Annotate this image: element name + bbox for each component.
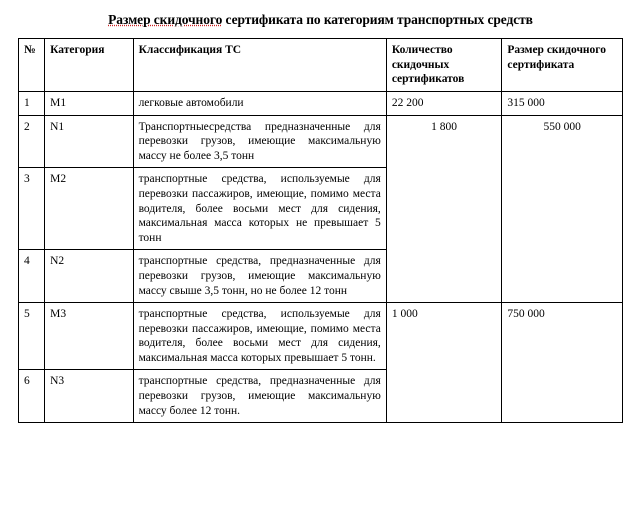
cell-number: 5 xyxy=(19,303,45,370)
cell-number: 6 xyxy=(19,370,45,423)
cell-number: 1 xyxy=(19,91,45,115)
page-title xyxy=(18,12,623,28)
table-row xyxy=(19,303,623,370)
cell-category: M2 xyxy=(45,168,133,250)
page-title-rest: сертификата по категориям транспортных средств xyxy=(222,12,533,27)
cell-quantity-merged: 1 000 xyxy=(386,303,502,423)
cell-classification: Транспортныесредства предназначенные для перевозки грузов, имеющие максимальную массу не более 3,5 тонн xyxy=(133,115,386,168)
table-header-row xyxy=(19,39,623,92)
discount-certificate-table xyxy=(18,38,623,423)
table-row xyxy=(19,115,623,168)
cell-size: 315 000 xyxy=(502,91,623,115)
column-header-classification: Классификация ТС xyxy=(133,39,386,92)
column-header-size: Размер скидочного сертификата xyxy=(502,39,623,92)
cell-number: 4 xyxy=(19,250,45,303)
cell-category: M1 xyxy=(45,91,133,115)
page-title-underlined-part: Размер скидочного xyxy=(108,12,223,27)
cell-classification: транспортные средства, используемые для перевозки пассажиров, имеющие, помимо места водителя, более восьми мест для сидения, максимальная масса которых не превышает 5 тонн xyxy=(133,168,386,250)
cell-quantity: 22 200 xyxy=(386,91,502,115)
column-header-category: Категория xyxy=(45,39,133,92)
cell-classification: транспортные средства, предназначенные для перевозки грузов, имеющие максимальную массу свыше 3,5 тонн, но не более 12 тонн xyxy=(133,250,386,303)
cell-category: N3 xyxy=(45,370,133,423)
column-header-number: № xyxy=(19,39,45,92)
cell-category: N2 xyxy=(45,250,133,303)
cell-classification: легковые автомобили xyxy=(133,91,386,115)
cell-number: 3 xyxy=(19,168,45,250)
cell-classification: транспортные средства, предназначенные для перевозки грузов, имеющие максимальную массу более 12 тонн. xyxy=(133,370,386,423)
table-row xyxy=(19,91,623,115)
cell-category: N1 xyxy=(45,115,133,168)
document-page xyxy=(0,12,641,529)
cell-size-merged: 750 000 xyxy=(502,303,623,423)
cell-number: 2 xyxy=(19,115,45,168)
column-header-quantity: Количество скидочных сертификатов xyxy=(386,39,502,92)
cell-quantity-merged: 1 800 xyxy=(386,115,502,303)
cell-size-merged: 550 000 xyxy=(502,115,623,303)
cell-classification: транспортные средства, используемые для перевозки пассажиров, имеющие, помимо места водителя, более восьми мест для сидения, максимальная масса которых превышает 5 тонн. xyxy=(133,303,386,370)
cell-category: M3 xyxy=(45,303,133,370)
